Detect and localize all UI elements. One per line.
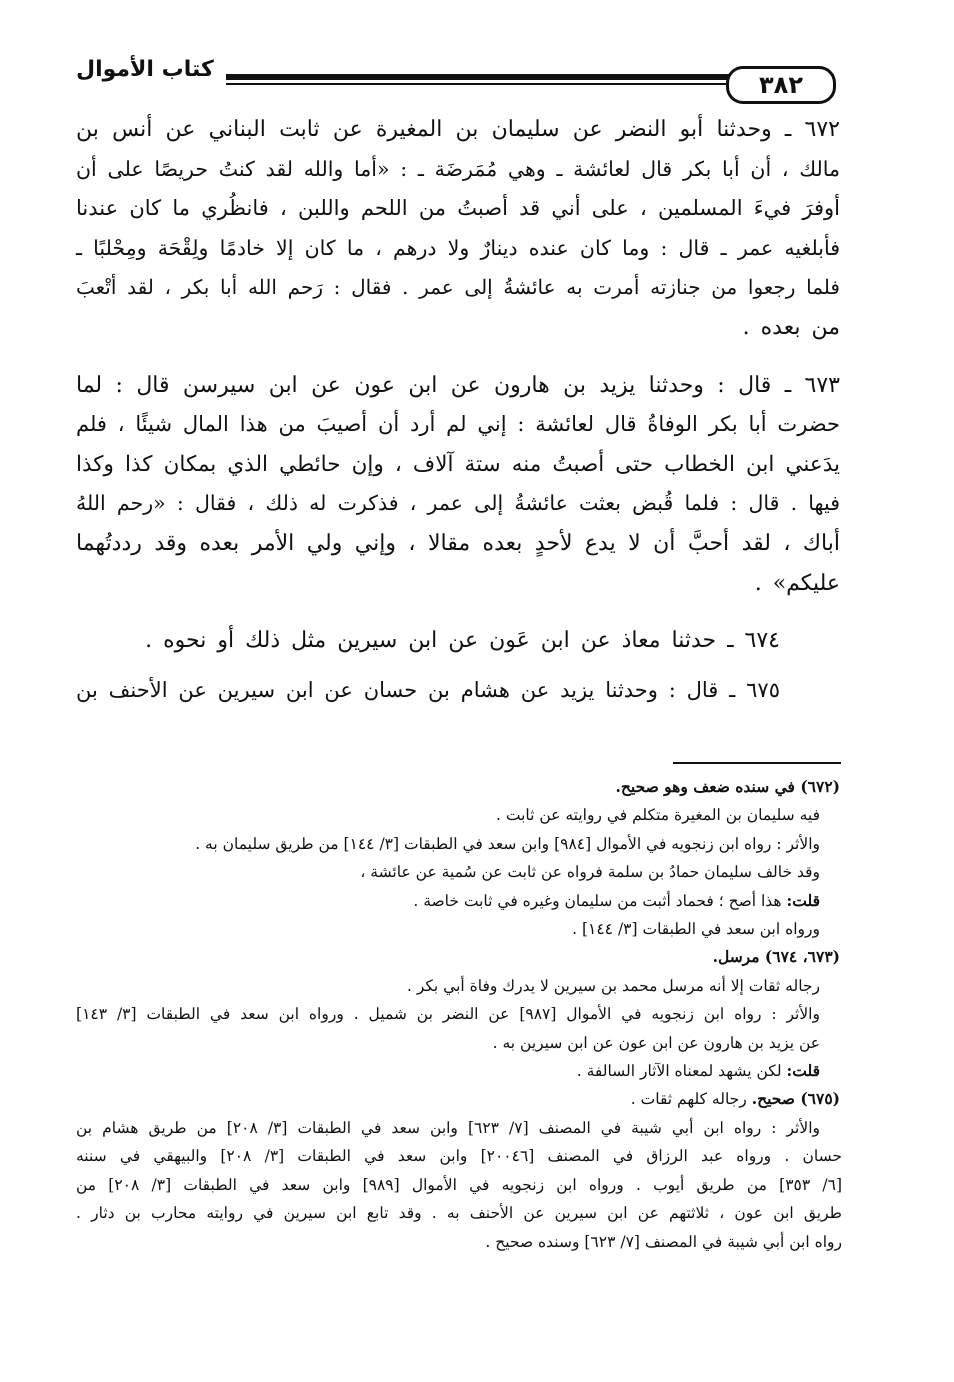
page-number: ٣٨٢: [759, 71, 803, 99]
text-line: يدَعني ابن الخطاب حتى أصبتُ منه ستة آلاف ، وإن حائطي الذي بمكان كذا وكذا: [76, 451, 840, 477]
text-line: ٦٧٤ ـ حدثنا معاذ عن ابن عَون عن ابن سيرين مثل ذلك أو نحوه .: [145, 628, 780, 654]
text-line: ٦٧٢ ـ وحدثنا أبو النضر عن سليمان بن المغيرة عن ثابت البناني عن أنس بن: [76, 117, 840, 142]
footnote-grade: (٦٧٥) صحيح.: [751, 1089, 840, 1109]
footnote-heading-672: (٦٧٢) في سنده ضعف وهو صحيح.: [615, 777, 840, 796]
text-line: ٦٧٣ ـ قال : وحدثنا يزيد بن هارون عن ابن عون عن ابن سيرسن قال : لما: [76, 372, 840, 398]
book-title: كتاب الأموال: [76, 57, 214, 82]
paragraph-675: [76, 671, 840, 711]
paragraph-674: [76, 621, 840, 661]
footnote-line: رجاله ثقات إلا أنه مرسل محمد بن سيرين لا يدرك وفاة أبي بكر .: [406, 976, 820, 995]
page-number-badge: [726, 66, 836, 104]
note-text: لكن يشهد لمعناه الآثار السالفة .: [576, 1062, 787, 1081]
footnote-line: [76, 887, 842, 915]
footnote-line: عن يزيد بن هارون عن ابن عون عن ابن سيرين به .: [492, 1033, 820, 1052]
text-line: أوفرَ فيءَ المسلمين ، على أني قد أصبتُ من اللحم واللبن ، فانظُري ما كان عندنا: [76, 196, 840, 221]
footnote-line: طريق ابن عون ، ثلاثتهم عن ابن سيرين عن الأحنف به . وقد تابع ابن سيرين في روايته محارب بن دثار .: [76, 1204, 842, 1223]
text-line: فيها . قال : فلما قُبض بعثت عائشةُ إلى عمر ، فذكرت له ذلك ، فقال : «رحم اللهُ: [76, 491, 840, 516]
footnote-line: رواه ابن أبي شيبة في المصنف [٧/ ٦٢٣] وسنده صحيح .: [485, 1232, 842, 1251]
body-text: [76, 110, 840, 728]
footnote-separator: [673, 762, 841, 764]
footnote-line: [٦/ ٣٥٣] من طريق أيوب . ورواه ابن زنجويه في الأموال [٩٨٩] وابن سعد في الطبقات [٣/ ٢٠٨] من: [76, 1175, 843, 1194]
text-line: عليكم» .: [754, 570, 840, 596]
note-label: قلت:: [786, 890, 820, 910]
footnote-line: وقد خالف سليمان حمادُ بن سلمة فرواه عن ثابت عن سُمية عن عائشة ،: [360, 863, 820, 882]
footnote-line: فيه سليمان بن المغيرة متكلم في روايته عن ثابت .: [496, 806, 820, 825]
paragraph-672: [76, 110, 840, 348]
note-text: رجاله كلهم ثقات .: [630, 1090, 752, 1109]
text-line: أباك ، لقد أحبَّ أن لا يدع لأحدٍ بعده مقالا ، وإني ولي الأمر بعده وقد رددتُهما: [76, 530, 840, 556]
footnote-line: والأثر : رواه ابن زنجويه في الأموال [٩٨٧] عن النضر بن شميل . ورواه ابن سعد في الطبقات [٣/ ١٤٣]: [76, 1005, 820, 1024]
footnote-line: ورواه ابن سعد في الطبقات [٣/ ١٤٤] .: [572, 920, 820, 939]
footnote-line: والأثر : رواه ابن أبي شيبة في المصنف [٧/ ٦٢٣] وابن سعد في الطبقات [٣/ ٢٠٨] من طريق هشام بن: [76, 1118, 820, 1137]
footnote-heading-673: (٦٧٣، ٦٧٤) مرسل.: [712, 947, 840, 967]
text-line: فلما رجعوا من جنازته أمرت به عائشةُ إلى عمر . فقال : رَحم الله أبا بكر ، لقد أتْعبَ: [76, 275, 840, 300]
text-line: فأبلغيه عمر ـ قال : وما كان عنده دينارٌ ولا درهم ، ما كان إلا خادمًا ولِقْحَة ومِحْلبًا ـ: [76, 235, 840, 260]
footnote-line: حسان . ورواه عبد الرزاق في المصنف [٢٠٠٤٦] وابن سعد في الطبقات [٣/ ٢٠٨] والبيهقي في سننه: [76, 1147, 842, 1166]
text-line: من بعده .: [742, 314, 840, 340]
footnote-line: والأثر : رواه ابن زنجويه في الأموال [٩٨٤] وابن سعد في الطبقات [٣/ ١٤٤] من طريق سليمان به .: [195, 834, 820, 853]
text-line: مالك ، أن أبا بكر قال لعائشة ـ وهي مُمَرضَة ـ : «أما والله لقد كنتُ حريصًا على أن: [76, 156, 840, 181]
text-line: حضرت أبا بكر الوفاةُ قال لعائشة : إني لم أرد أن أصيبَ من هذا المال شيئًا ، فلم: [76, 412, 840, 437]
footnotes: [76, 773, 842, 1256]
text-line: ٦٧٥ ـ قال : وحدثنا يزيد عن هشام بن حسان عن ابن سيرين عن الأحنف بن: [76, 677, 780, 702]
footnote-heading-675: [76, 1085, 842, 1113]
paragraph-673: [76, 366, 840, 604]
footnote-line: [76, 1057, 842, 1085]
note-text: هذا أصح ؛ فحماد أثبت من سليمان وغيره في ثابت خاصة .: [413, 891, 787, 910]
note-label: قلت:: [786, 1061, 820, 1081]
